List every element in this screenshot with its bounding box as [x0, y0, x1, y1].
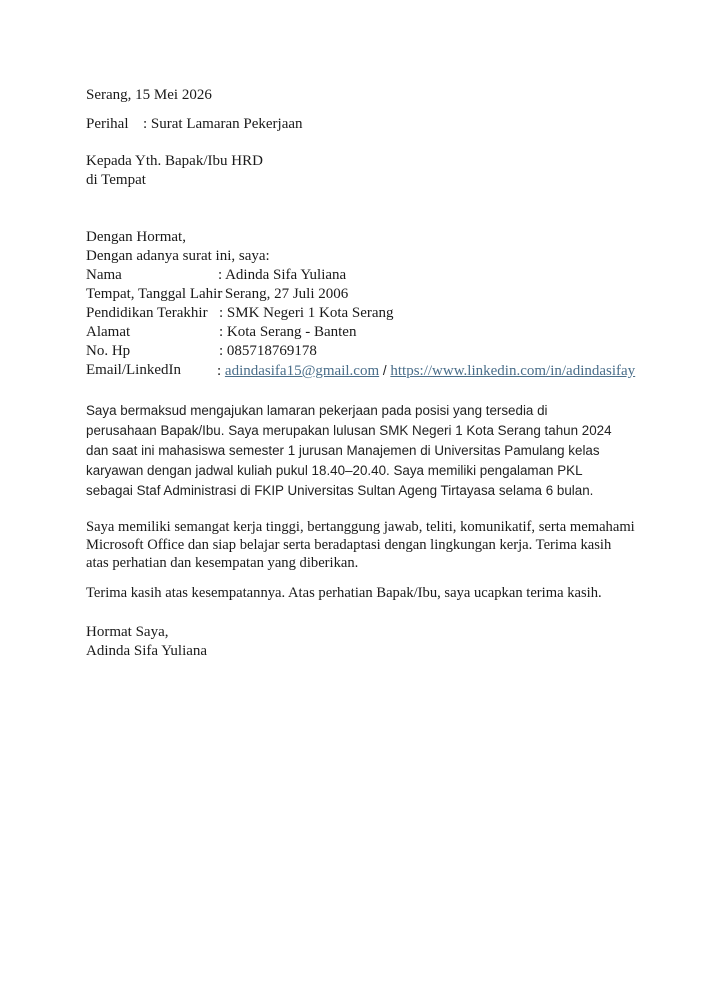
- subject-line: [86, 115, 303, 134]
- subject-label: Perihal: [86, 116, 129, 132]
- field-name-value: : Adinda Sifa Yuliana: [218, 267, 347, 283]
- paragraph-line: Saya memiliki semangat kerja tinggi, bertanggung jawab, teliti, komunikatif, serta memahami: [86, 519, 635, 535]
- contact-colon: :: [217, 363, 222, 379]
- paragraph-qualities: [86, 518, 646, 572]
- field-contact-value: [217, 361, 635, 381]
- contact-separator: /: [382, 363, 387, 378]
- paragraph-line: Microsoft Office dan siap belajar serta beradaptasi dengan lingkungan kerja. Terima kasih: [86, 537, 612, 553]
- paragraph-line: karyawan dengan jadwal kuliah pukul 18.40–20.40. Saya memiliki pengalaman PKL: [86, 463, 583, 478]
- field-education: [86, 304, 394, 323]
- paragraph-application: [86, 401, 646, 501]
- field-education-label: Pendidikan Terakhir: [86, 305, 208, 321]
- field-birth: [86, 285, 349, 304]
- field-birth-label: Tempat, Tanggal Lahir: [86, 286, 223, 302]
- recipient-location: di Tempat: [86, 172, 146, 188]
- field-contact-label: Email/LinkedIn: [86, 362, 181, 378]
- paragraph-line: perusahaan Bapak/Ibu. Saya merupakan lulusan SMK Negeri 1 Kota Serang tahun 2024: [86, 423, 612, 438]
- recipient-line: Kepada Yth. Bapak/Ibu HRD: [86, 153, 263, 169]
- paragraph-line: Saya bermaksud mengajukan lamaran pekerjaan pada posisi yang tersedia di: [86, 403, 548, 418]
- intro-line: Dengan adanya surat ini, saya:: [86, 248, 270, 264]
- sign-off: Hormat Saya,: [86, 624, 169, 640]
- field-contact: [86, 361, 636, 380]
- date-line: Serang, 15 Mei 2026: [86, 87, 212, 103]
- greeting: Dengan Hormat,: [86, 229, 186, 245]
- subject-value: : Surat Lamaran Pekerjaan: [143, 116, 303, 132]
- paragraph-line: dan saat ini mahasiswa semester 1 jurusan Manajemen di Universitas Pamulang kelas: [86, 443, 600, 458]
- email-link[interactable]: adindasifa15@gmail.com: [224, 363, 380, 379]
- field-phone-label: No. Hp: [86, 343, 131, 359]
- field-education-value: : SMK Negeri 1 Kota Serang: [219, 305, 394, 321]
- paragraph-line: atas perhatian dan kesempatan yang diberikan.: [86, 555, 359, 571]
- field-address: [86, 323, 357, 342]
- field-phone-value: : 085718769178: [219, 343, 317, 359]
- field-birth-value: : Serang, 27 Juli 2006: [217, 286, 349, 302]
- field-phone: [86, 342, 317, 361]
- field-address-value: : Kota Serang - Banten: [219, 324, 357, 340]
- paragraph-line: sebagai Staf Administrasi di FKIP Universitas Sultan Ageng Tirtayasa selama 6 bulan.: [86, 483, 594, 498]
- field-address-label: Alamat: [86, 324, 131, 340]
- linkedin-link[interactable]: https://www.linkedin.com/in/adindasifay: [390, 363, 636, 379]
- signature-name: Adinda Sifa Yuliana: [86, 643, 208, 659]
- field-name-label: Nama: [86, 267, 122, 283]
- closing-line: Terima kasih atas kesempatannya. Atas perhatian Bapak/Ibu, saya ucapkan terima kasih.: [86, 585, 602, 601]
- field-name: [86, 266, 347, 285]
